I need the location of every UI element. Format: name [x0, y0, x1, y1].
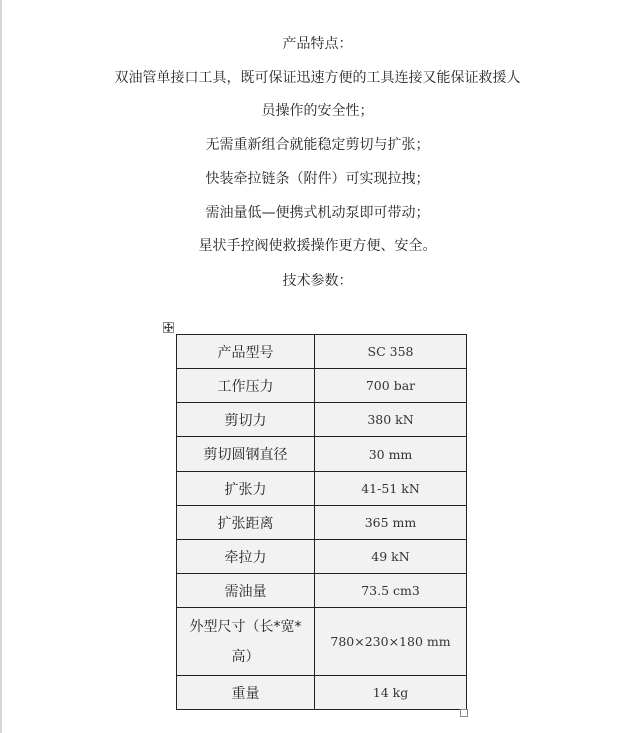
table-row — [177, 369, 467, 403]
features-heading: 产品特点： — [282, 36, 353, 52]
table-row — [177, 676, 467, 710]
table-row — [177, 574, 467, 608]
spec-value: 41-51 kN — [315, 472, 467, 506]
move-icon[interactable] — [163, 322, 174, 333]
feature-line: 双油管单接口工具，既可保证迅速方便的工具连接又能保证救援人 — [114, 70, 521, 86]
spec-name: 工作压力 — [177, 369, 315, 403]
spec-name: 外型尺寸（长*宽*高） — [177, 608, 315, 676]
spec-value: 14 kg — [315, 676, 467, 710]
feature-line: 需油量低—便携式机动泵即可带动； — [205, 205, 430, 221]
spec-value: 700 bar — [315, 369, 467, 403]
spec-name: 重量 — [177, 676, 315, 710]
spec-table — [176, 334, 467, 710]
spec-name: 剪切圆钢直径 — [177, 437, 315, 472]
resize-handle-icon[interactable] — [460, 709, 468, 717]
spec-value: 780×230×180 mm — [315, 608, 467, 676]
spec-name: 扩张距离 — [177, 506, 315, 540]
feature-line: 无需重新组合就能稳定剪切与扩张； — [205, 137, 430, 153]
feature-line: 星状手控阀使救援操作更方便、安全。 — [198, 238, 437, 254]
spec-value: SC 358 — [315, 335, 467, 369]
spec-name: 扩张力 — [177, 472, 315, 506]
spec-name: 剪切力 — [177, 403, 315, 437]
feature-line: 员操作的安全性； — [261, 103, 374, 119]
params-heading: 技术参数： — [282, 273, 353, 289]
spec-name: 产品型号 — [177, 335, 315, 369]
table-row — [177, 608, 467, 676]
table-row — [177, 540, 467, 574]
feature-line: 快装牵拉链条（附件）可实现拉拽； — [205, 171, 430, 187]
table-row — [177, 335, 467, 369]
spec-value: 49 kN — [315, 540, 467, 574]
table-row — [177, 472, 467, 506]
spec-value: 73.5 cm3 — [315, 574, 467, 608]
spec-value: 380 kN — [315, 403, 467, 437]
table-row — [177, 437, 467, 472]
spec-name: 牵拉力 — [177, 540, 315, 574]
spec-name: 需油量 — [177, 574, 315, 608]
spec-value: 30 mm — [315, 437, 467, 472]
table-row — [177, 506, 467, 540]
table-row — [177, 403, 467, 437]
spec-value: 365 mm — [315, 506, 467, 540]
